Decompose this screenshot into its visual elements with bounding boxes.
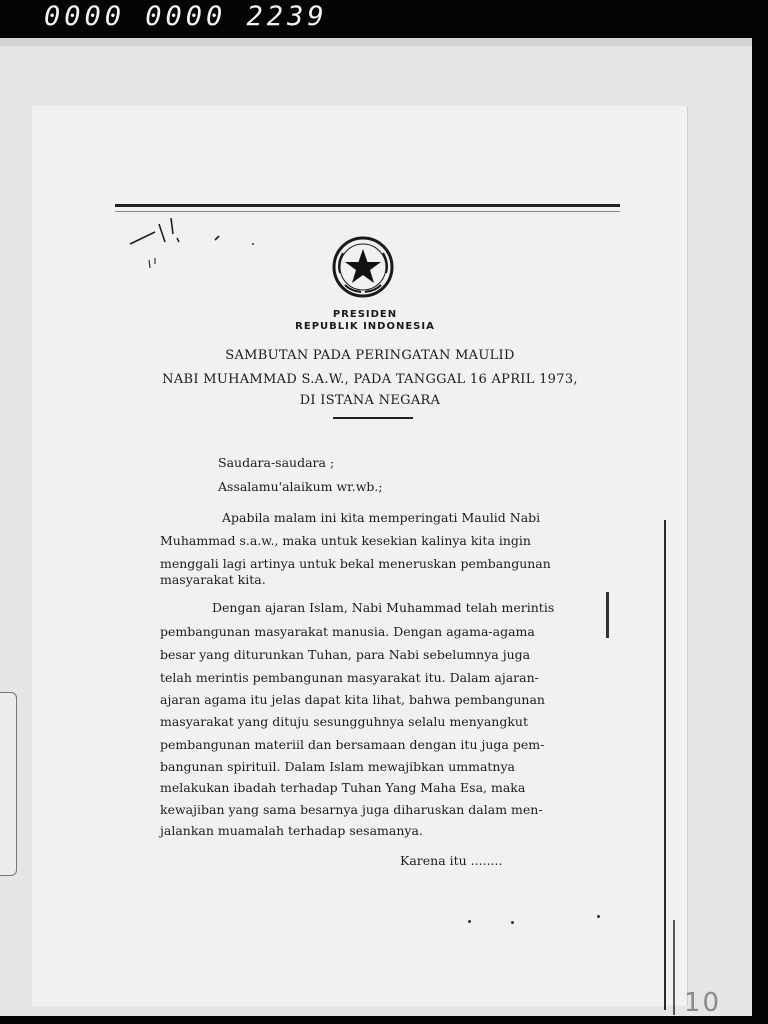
document-title-line: DI ISTANA NEGARA xyxy=(299,393,441,408)
film-frame-number: 0000 0000 2239 xyxy=(44,1,328,32)
speck xyxy=(511,921,514,924)
page-edge xyxy=(664,520,666,1010)
handwritten-mark xyxy=(125,208,265,268)
body-line: kewajiban yang sama besarnya juga diharuskan dalam men- xyxy=(160,802,543,817)
body-line: Apabila malam ini kita memperingati Maulid Nabi xyxy=(222,510,541,525)
document-title-line: NABI MUHAMMAD S.A.W., PADA TANGGAL 16 APRIL 1973, xyxy=(162,372,578,387)
title-underline xyxy=(333,417,413,419)
body-line: ajaran agama itu jelas dapat kita lihat, bahwa pembangunan xyxy=(160,692,545,707)
speck xyxy=(597,915,600,918)
corner-frame-mark: 10 xyxy=(684,988,722,1018)
letterhead-line: REPUBLIK INDONESIA xyxy=(295,321,435,332)
body-line: Dengan ajaran Islam, Nabi Muhammad telah merintis xyxy=(212,600,555,615)
margin-mark xyxy=(606,592,609,638)
body-line: Muhammad s.a.w., maka untuk kesekian kalinya kita ingin xyxy=(160,533,531,548)
body-line: masyarakat yang dituju sesungguhnya selalu menyangkut xyxy=(160,714,528,729)
continuation-text: Karena itu ........ xyxy=(400,853,503,868)
presidential-seal-star-icon xyxy=(331,235,395,299)
binder-tab xyxy=(0,692,17,876)
body-line: masyarakat kita. xyxy=(160,572,266,587)
salutation-line: Saudara-saudara ; xyxy=(218,455,335,470)
body-line: bangunan spirituil. Dalam Islam mewajibkan ummatnya xyxy=(160,759,515,774)
header-rule xyxy=(115,204,620,207)
body-line: menggali lagi artinya untuk bekal meneruskan pembangunan xyxy=(160,556,551,571)
body-line: melakukan ibadah terhadap Tuhan Yang Maha Esa, maka xyxy=(160,780,526,795)
body-line: telah merintis pembangunan masyarakat itu. Dalam ajaran- xyxy=(160,670,539,685)
body-line: jalankan muamalah terhadap sesamanya. xyxy=(160,823,423,838)
letterhead-line: PRESIDEN xyxy=(332,309,398,320)
body-line: pembangunan masyarakat manusia. Dengan agama-agama xyxy=(160,624,535,639)
salutation-line: Assalamu'alaikum wr.wb.; xyxy=(218,479,383,494)
document-title-line: SAMBUTAN PADA PERINGATAN MAULID xyxy=(225,348,515,363)
body-line: besar yang diturunkan Tuhan, para Nabi sebelumnya juga xyxy=(160,647,531,662)
body-line: pembangunan materiil dan bersamaan dengan itu juga pem- xyxy=(160,737,545,752)
page-edge xyxy=(673,920,675,1015)
speck xyxy=(468,920,471,923)
